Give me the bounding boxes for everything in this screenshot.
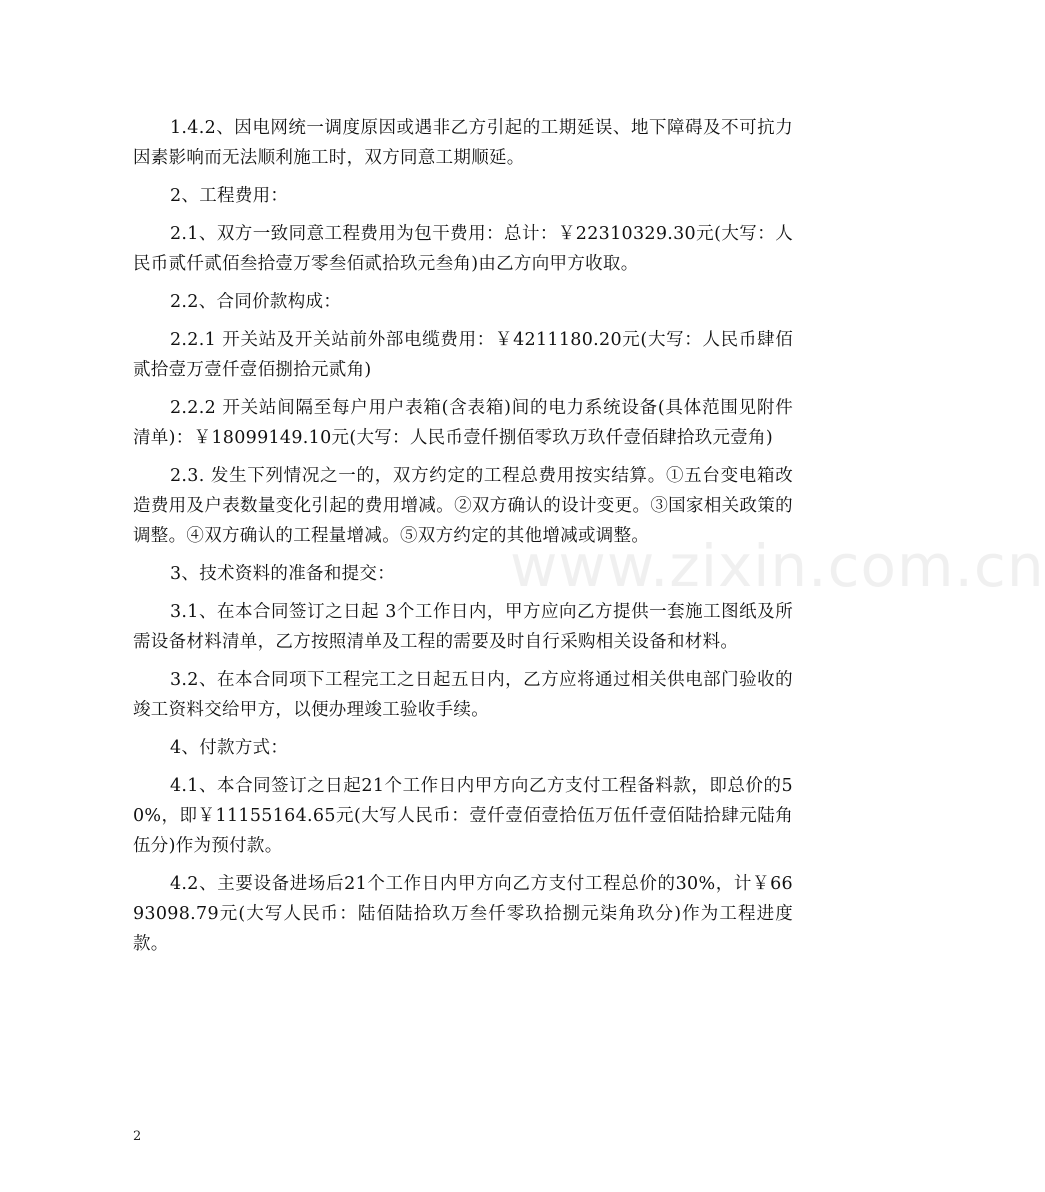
page-number: 2 [133,1129,142,1144]
clause-3-2: 3.2、在本合同项下工程完工之日起五日内，乙方应将通过相关供电部门验收的竣工资料交给甲方，以便办理竣工验收手续。 [133,670,793,720]
clause-2-2-1: 2.2.1 开关站及开关站前外部电缆费用：￥4211180.20元(大写：人民币肆佰贰拾壹万壹仟壹佰捌拾元贰角) [133,330,793,380]
clause-4-2: 4.2、主要设备进场后21个工作日内甲方向乙方支付工程总价的30%，计￥6693098.79元(大写人民币：陆佰陆拾玖万叁仟零玖拾捌元柒角玖分)作为工程进度款。 [133,874,793,954]
watermark: www.zixin.com.cn [510,532,1045,600]
section-heading-payment: 4、付款方式： [170,738,289,758]
clause-2-3: 2.3. 发生下列情况之一的，双方约定的工程总费用按实结算。①五台变电箱改造费用及户表数量变化引起的费用增减。②双方确认的设计变更。③国家相关政策的调整。④双方确认的工程量增减。⑤双方约定的其他增减或调整。 [133,466,793,546]
clause-3-1: 3.1、在本合同签订之日起 3个工作日内，甲方应向乙方提供一套施工图纸及所需设备材料清单，乙方按照清单及工程的需要及时自行采购相关设备和材料。 [133,602,793,652]
clause-1-4-2: 1.4.2、因电网统一调度原因或遇非乙方引起的工期延误、地下障碍及不可抗力因素影响而无法顺利施工时，双方同意工期顺延。 [133,118,793,168]
clause-4-1: 4.1、本合同签订之日起21个工作日内甲方向乙方支付工程备料款，即总价的50%，即￥11155164.65元(大写人民币：壹仟壹佰壹拾伍万伍仟壹佰陆拾肆元陆角伍分)作为预付款。 [133,776,793,856]
section-heading-fees: 2、工程费用： [170,186,289,206]
section-heading-technical-data: 3、技术资料的准备和提交： [170,564,396,584]
document-body [133,113,793,959]
clause-2-2-2: 2.2.2 开关站间隔至每户用户表箱(含表箱)间的电力系统设备(具体范围见附件清单)：￥18099149.10元(大写：人民币壹仟捌佰零玖万玖仟壹佰肆拾玖元壹角) [133,398,793,448]
clause-2-2-heading: 2.2、合同价款构成： [170,292,342,312]
clause-2-1: 2.1、双方一致同意工程费用为包干费用：总计：￥22310329.30元(大写：人民币贰仟贰佰叁拾壹万零叁佰贰拾玖元叁角)由乙方向甲方收取。 [133,224,793,274]
